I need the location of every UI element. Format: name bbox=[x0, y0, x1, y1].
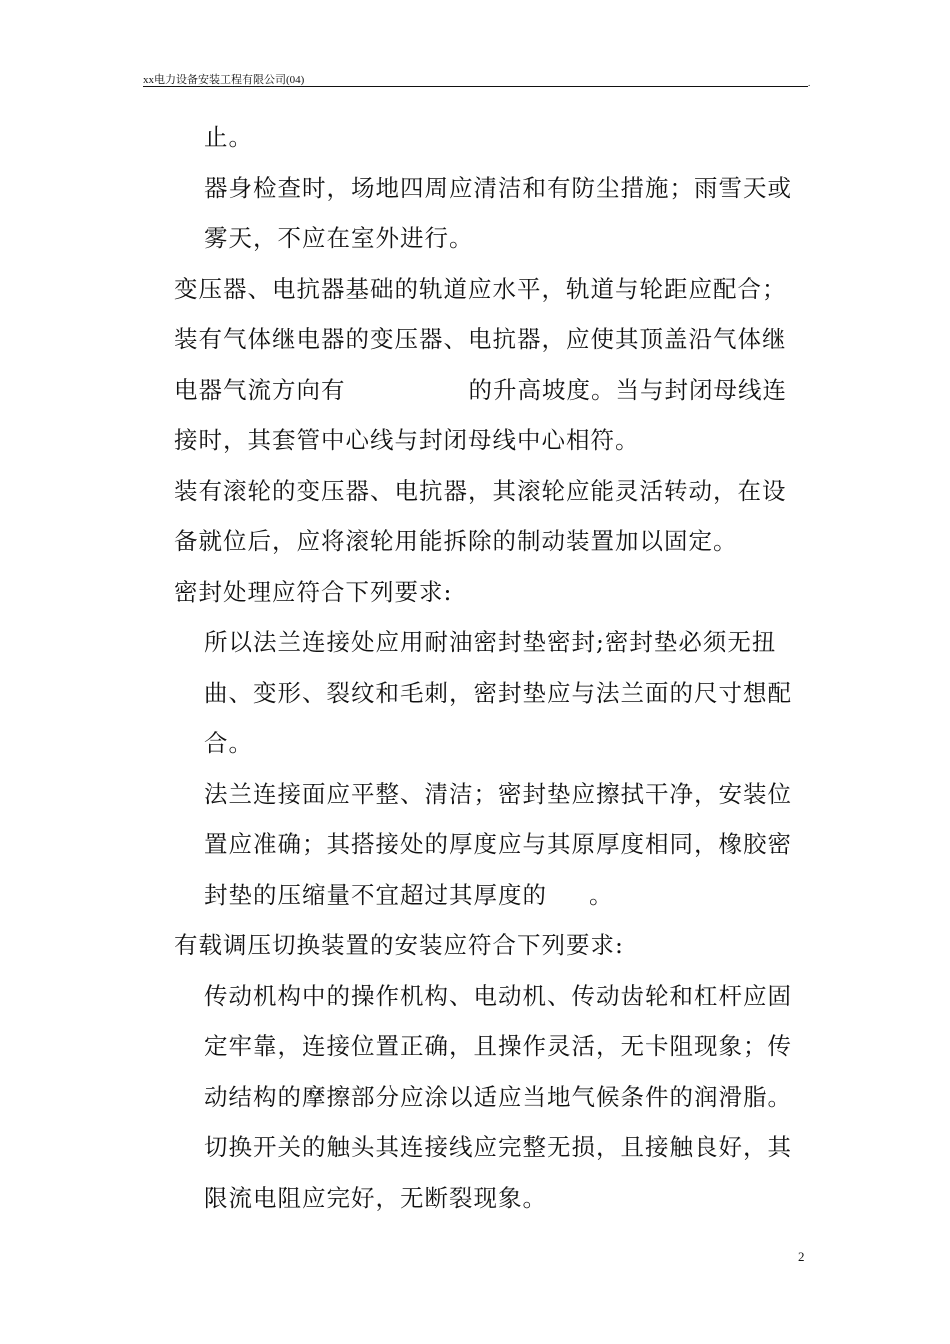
paragraph-line bbox=[174, 870, 814, 921]
header-divider bbox=[143, 86, 808, 87]
page-header bbox=[143, 73, 811, 88]
paragraph-line: 限流电阻应完好，无断裂现象。 bbox=[204, 1183, 547, 1212]
paragraph-line: 所以法兰连接处应用耐油密封垫密封;密封垫必须无扭 bbox=[204, 628, 777, 656]
page-number: 2 bbox=[798, 1249, 805, 1264]
text-segment: 电器气流方向有 bbox=[174, 375, 346, 404]
header-dot: . bbox=[808, 78, 811, 88]
paragraph-line: 装有气体继电器的变压器、电抗器，应使其顶盖沿气体继 bbox=[174, 325, 787, 353]
paragraph-line: 有载调压切换装置的安装应符合下列要求: bbox=[174, 931, 624, 959]
text-segment: 。 bbox=[589, 880, 614, 909]
paragraph-line: 法兰连接面应平整、清洁；密封垫应擦拭干净，安装位 bbox=[204, 779, 792, 808]
paragraph-line: 切换开关的触头其连接线应完整无损，且接触良好，其 bbox=[204, 1133, 792, 1161]
text-segment: 封垫的压缩量不宜超过其厚度的 bbox=[204, 880, 547, 909]
paragraph-line: 传动机构中的操作机构、电动机、传动齿轮和杠杆应固 bbox=[204, 981, 792, 1010]
paragraph-line: 合。 bbox=[204, 729, 253, 757]
paragraph-line: 装有滚轮的变压器、电抗器，其滚轮应能灵活转动，在设 bbox=[174, 476, 787, 505]
paragraph-line: 曲、变形、裂纹和毛刺，密封垫应与法兰面的尺寸想配 bbox=[204, 678, 792, 707]
paragraph-line: 雾天，不应在室外进行。 bbox=[204, 224, 474, 252]
paragraph-line bbox=[174, 365, 814, 416]
paragraph-line: 止。 bbox=[204, 123, 253, 151]
paragraph-line: 密封处理应符合下列要求: bbox=[174, 577, 453, 606]
paragraph-line: 变压器、电抗器基础的轨道应水平，轨道与轮距应配合； bbox=[174, 274, 787, 303]
paragraph-line: 备就位后，应将滚轮用能拆除的制动装置加以固定。 bbox=[174, 527, 738, 555]
paragraph-line: 器身检查时，场地四周应清洁和有防尘措施；雨雪天或 bbox=[204, 173, 792, 202]
document-body bbox=[174, 112, 814, 1223]
paragraph-line: 定牢靠，连接位置正确，且操作灵活，无卡阻现象；传 bbox=[204, 1032, 792, 1060]
header-title: xx电力设备安装工程有限公司(04) bbox=[143, 74, 305, 86]
paragraph-line: 置应准确；其搭接处的厚度应与其原厚度相同，橡胶密 bbox=[204, 830, 792, 858]
paragraph-line: 动结构的摩擦部分应涂以适应当地气候条件的润滑脂。 bbox=[204, 1082, 792, 1111]
text-segment: 的升高坡度。当与封闭母线连 bbox=[468, 375, 787, 404]
paragraph-line: 接时，其套管中心线与封闭母线中心相符。 bbox=[174, 426, 640, 454]
